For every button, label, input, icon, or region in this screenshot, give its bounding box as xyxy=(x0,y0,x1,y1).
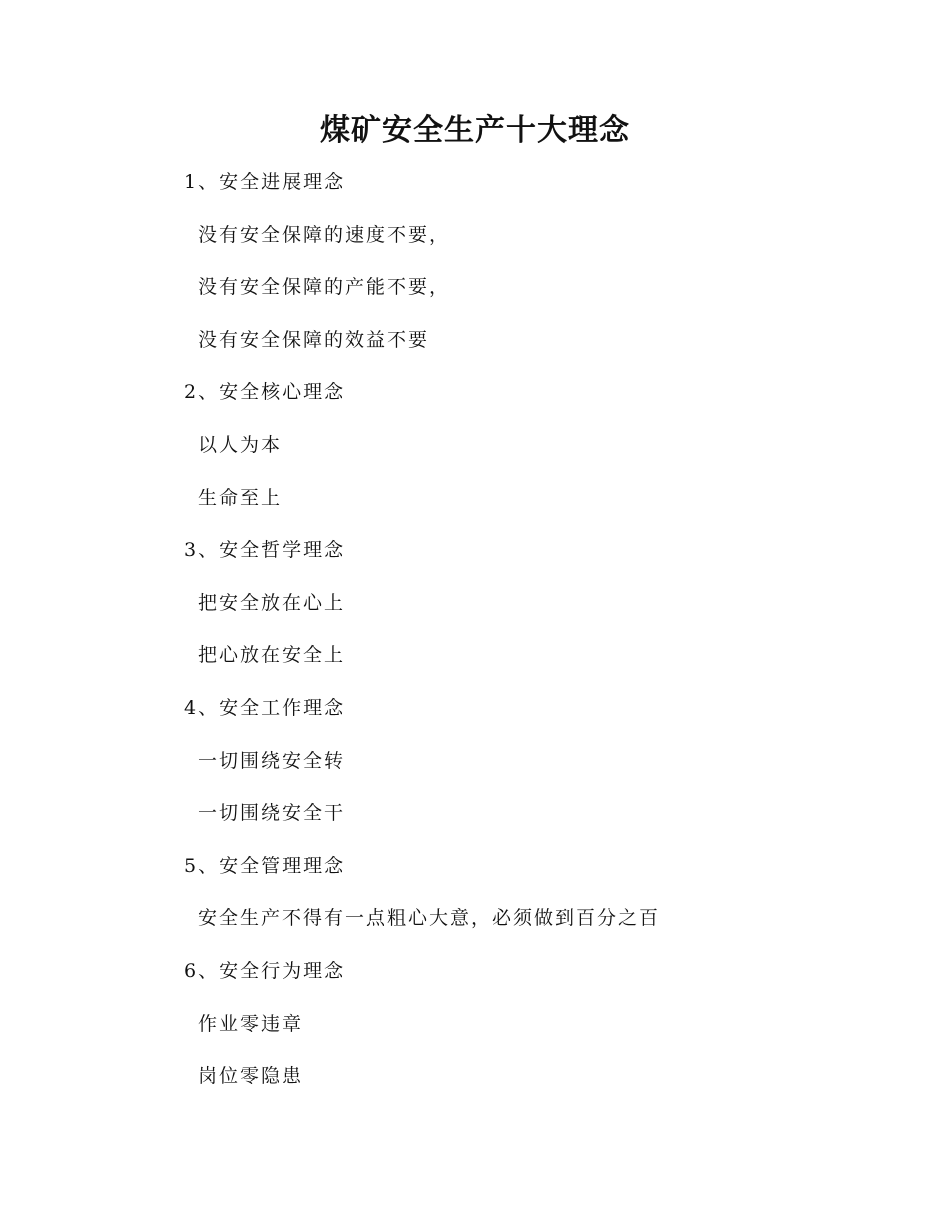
section-heading: 2、安全核心理念 xyxy=(184,381,346,404)
section-heading: 6、安全行为理念 xyxy=(184,959,346,982)
section-item: 没有安全保障的速度不要， xyxy=(198,223,451,246)
section-safety-management xyxy=(184,849,804,954)
section-item: 一切围绕安全干 xyxy=(198,802,346,825)
section-heading: 3、安全哲学理念 xyxy=(184,539,346,562)
section-item: 一切围绕安全转 xyxy=(198,749,346,772)
document-title: 煤矿安全生产十大理念 xyxy=(320,113,630,148)
section-safety-work xyxy=(184,691,804,849)
section-item: 岗位零隐患 xyxy=(198,1065,304,1088)
section-safety-development xyxy=(184,165,804,375)
section-safety-behavior xyxy=(184,954,804,1112)
section-heading: 4、安全工作理念 xyxy=(184,696,346,719)
section-item: 以人为本 xyxy=(198,433,283,456)
section-item: 没有安全保障的效益不要 xyxy=(198,328,430,351)
document-body xyxy=(184,165,804,1112)
section-heading: 5、安全管理理念 xyxy=(184,854,346,877)
section-item: 没有安全保障的产能不要， xyxy=(198,276,451,299)
section-safety-philosophy xyxy=(184,533,804,691)
section-item: 把心放在安全上 xyxy=(198,644,346,667)
section-heading: 1、安全进展理念 xyxy=(184,171,346,193)
section-safety-core xyxy=(184,375,804,533)
section-item: 作业零违章 xyxy=(198,1012,304,1035)
section-item: 生命至上 xyxy=(198,486,283,509)
section-item: 把安全放在心上 xyxy=(198,591,346,614)
section-item: 安全生产不得有一点粗心大意，必须做到百分之百 xyxy=(198,907,661,930)
